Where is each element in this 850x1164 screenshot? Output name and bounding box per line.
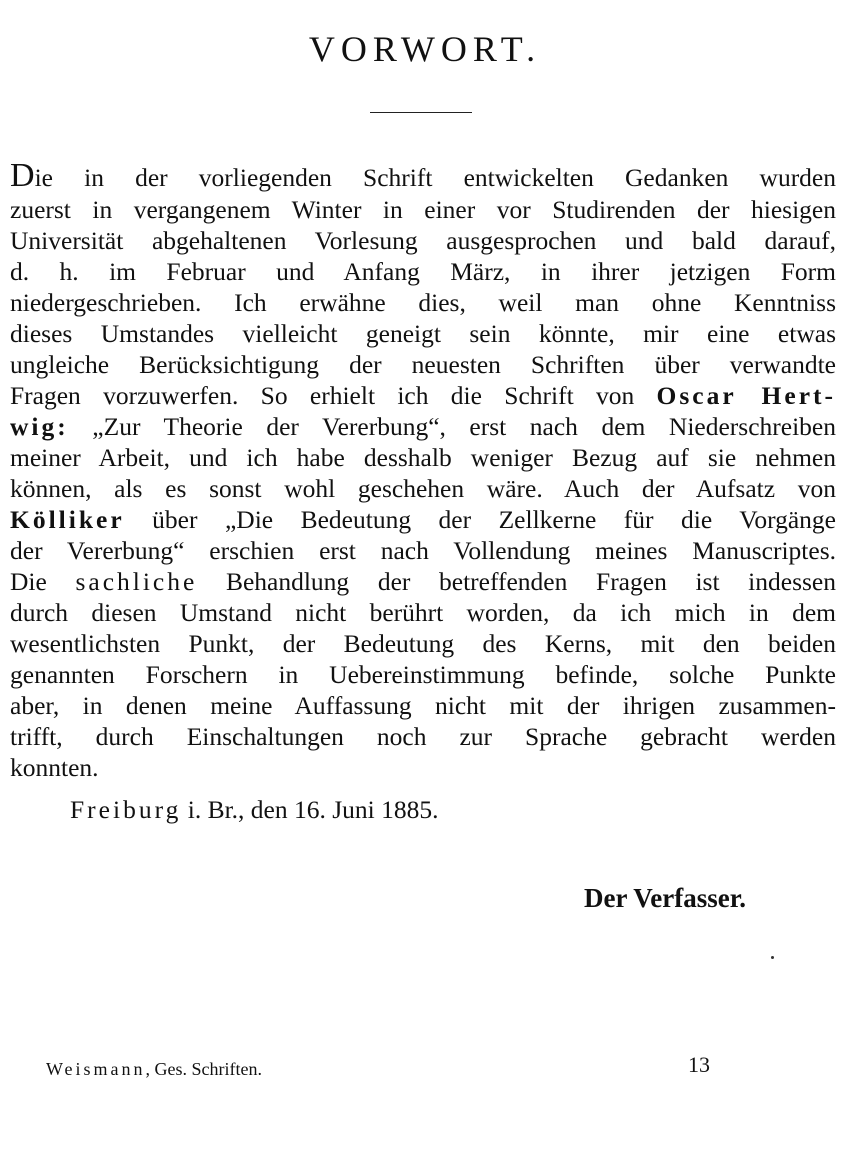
text-line-13: der Vererbung“ erschien erst nach Vollendung meines Manuscriptes.	[10, 536, 836, 565]
author-name-koelliker: Kölliker	[10, 505, 125, 534]
text-line-9-rest: „Zur Theorie der Vererbung“, erst nach dem Niederschreiben	[68, 412, 836, 441]
page-title: VORWORT.	[308, 29, 542, 69]
footer-source-text: , Ges. Schriften.	[145, 1059, 263, 1079]
text-line-17: genannten Forschern in Uebereinstimmung befinde, solche Punkte	[10, 660, 836, 689]
emphasized-word: sachliche	[75, 567, 198, 596]
text-line-20: konnten.	[10, 753, 99, 782]
text-line-10: meiner Arbeit, und ich habe desshalb weniger Bezug auf sie nehmen	[10, 443, 836, 472]
place-and-date	[70, 795, 439, 825]
text-line-4: d. h. im Februar und Anfang März, in ihrer jetzigen Form	[10, 257, 836, 286]
text-line-3: Universität abgehaltenen Vorlesung ausgesprochen und bald darauf,	[10, 226, 836, 255]
date-text: i. Br., den 16. Juni 1885.	[181, 795, 439, 824]
footer-author-name: Weismann	[46, 1059, 146, 1079]
title-rule	[370, 112, 472, 113]
text-line-8-start: Fragen vorzuwerfen. So erhielt ich die Schrift von	[10, 381, 657, 410]
text-line-2: zuerst in vergangenem Winter in einer vor Studirenden der hiesigen	[10, 195, 836, 224]
text-line-8	[10, 380, 836, 411]
text-line-18: aber, in denen meine Auffassung nicht mit der ihrigen zusammen-	[10, 691, 836, 720]
text-line-14-rest: Behandlung der betreffenden Fragen ist indessen	[197, 567, 836, 596]
text-line-19: trifft, durch Einschaltungen noch zur Sprache gebracht werden	[10, 722, 836, 751]
text-line-1-rest: ie in der vorliegenden Schrift entwickelten Gedanken wurden	[34, 163, 836, 192]
author-name-hertwig-end: wig:	[10, 412, 69, 441]
text-line-9	[10, 411, 836, 442]
page-number: 13	[688, 1052, 710, 1077]
text-line-12	[10, 504, 836, 535]
text-line-14-start: Die	[10, 567, 76, 596]
text-line-14	[10, 566, 836, 597]
text-line-5: niedergeschrieben. Ich erwähne dies, weil man ohne Kenntniss	[10, 288, 836, 317]
text-line-11: können, als es sonst wohl geschehen wäre. Auch der Aufsatz von	[10, 474, 836, 503]
text-line-7: ungleiche Berücksichtigung der neuesten Schriften über verwandte	[10, 350, 836, 379]
text-line-6: dieses Umstandes vielleicht geneigt sein könnte, mir eine etwas	[10, 319, 836, 348]
author-name-hertwig: Oscar Hert-	[656, 381, 836, 410]
drop-cap: D	[10, 157, 35, 194]
stray-dot	[771, 956, 774, 959]
place-name: Freiburg	[70, 795, 182, 824]
text-line-1	[10, 157, 836, 194]
text-line-12-rest: über „Die Bedeutung der Zellkerne für die Vorgänge	[124, 505, 836, 534]
footer-source	[46, 1059, 262, 1080]
author-signature: Der Verfasser.	[584, 883, 746, 913]
text-line-16: wesentlichsten Punkt, der Bedeutung des Kerns, mit den beiden	[10, 629, 836, 658]
text-line-15: durch diesen Umstand nicht berührt worden, da ich mich in dem	[10, 598, 836, 627]
